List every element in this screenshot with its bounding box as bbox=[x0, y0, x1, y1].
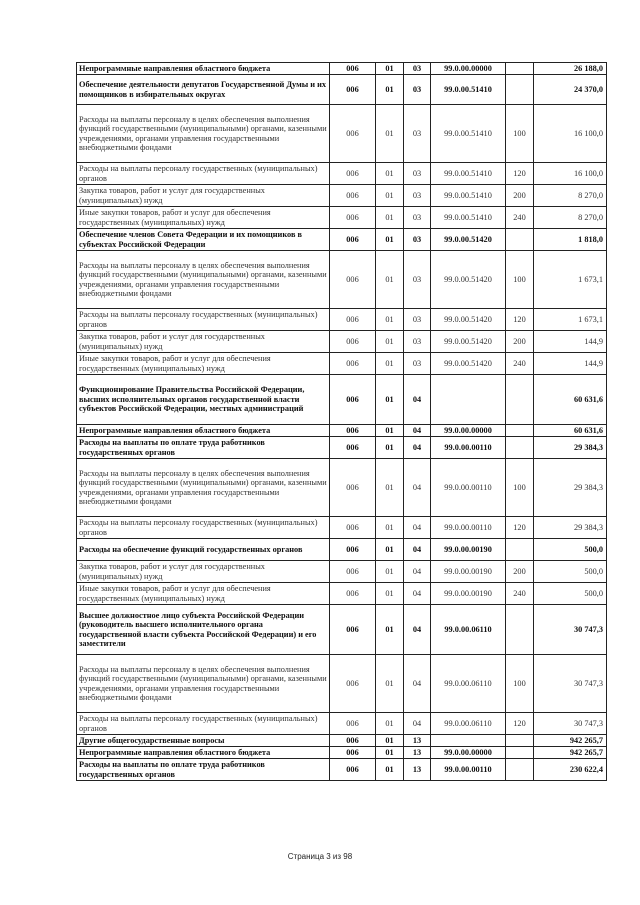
table-body bbox=[77, 63, 607, 781]
row-csr: 99.0.00.00110 bbox=[431, 459, 506, 517]
row-pr: 03 bbox=[404, 185, 431, 207]
row-pr: 03 bbox=[404, 229, 431, 251]
row-ved: 006 bbox=[330, 309, 376, 331]
row-csr: 99.0.00.00110 bbox=[431, 759, 506, 781]
table-row bbox=[77, 583, 607, 605]
row-rz: 01 bbox=[376, 747, 404, 759]
row-ved: 006 bbox=[330, 583, 376, 605]
row-sum: 8 270,0 bbox=[534, 207, 607, 229]
row-csr: 99.0.00.51410 bbox=[431, 207, 506, 229]
row-name: Расходы на выплаты персоналу государственных (муниципальных) органов bbox=[77, 163, 330, 185]
row-sum: 1 818,0 bbox=[534, 229, 607, 251]
row-vr: 240 bbox=[506, 207, 534, 229]
row-vr: 120 bbox=[506, 517, 534, 539]
table-row bbox=[77, 747, 607, 759]
row-sum: 30 747,3 bbox=[534, 655, 607, 713]
row-csr: 99.0.00.51420 bbox=[431, 229, 506, 251]
row-rz: 01 bbox=[376, 583, 404, 605]
row-sum: 29 384,3 bbox=[534, 459, 607, 517]
row-ved: 006 bbox=[330, 163, 376, 185]
table-row bbox=[77, 251, 607, 309]
row-rz: 01 bbox=[376, 229, 404, 251]
row-rz: 01 bbox=[376, 655, 404, 713]
row-pr: 03 bbox=[404, 207, 431, 229]
row-rz: 01 bbox=[376, 63, 404, 75]
row-pr: 13 bbox=[404, 735, 431, 747]
row-ved: 006 bbox=[330, 105, 376, 163]
row-sum: 24 370,0 bbox=[534, 75, 607, 105]
row-ved: 006 bbox=[330, 517, 376, 539]
row-vr bbox=[506, 375, 534, 425]
row-rz: 01 bbox=[376, 605, 404, 655]
row-ved: 006 bbox=[330, 353, 376, 375]
row-vr: 120 bbox=[506, 163, 534, 185]
row-name: Другие общегосударственные вопросы bbox=[77, 735, 330, 747]
row-rz: 01 bbox=[376, 75, 404, 105]
row-pr: 03 bbox=[404, 163, 431, 185]
row-sum: 1 673,1 bbox=[534, 309, 607, 331]
row-ved: 006 bbox=[330, 735, 376, 747]
row-name: Расходы на выплаты персоналу государственных (муниципальных) органов bbox=[77, 713, 330, 735]
row-csr: 99.0.00.51410 bbox=[431, 75, 506, 105]
row-name: Расходы на выплаты персоналу государственных (муниципальных) органов bbox=[77, 309, 330, 331]
row-name: Функционирование Правительства Российской Федерации, высших исполнительных органов государственной власти субъектов Российской Федерации, местных администраций bbox=[77, 375, 330, 425]
row-ved: 006 bbox=[330, 759, 376, 781]
row-csr: 99.0.00.00110 bbox=[431, 517, 506, 539]
table-row bbox=[77, 713, 607, 735]
row-vr bbox=[506, 437, 534, 459]
row-vr: 120 bbox=[506, 309, 534, 331]
row-csr bbox=[431, 375, 506, 425]
row-csr: 99.0.00.00000 bbox=[431, 425, 506, 437]
row-sum: 144,9 bbox=[534, 353, 607, 375]
row-csr: 99.0.00.51410 bbox=[431, 163, 506, 185]
table-row bbox=[77, 331, 607, 353]
row-ved: 006 bbox=[330, 561, 376, 583]
row-sum: 144,9 bbox=[534, 331, 607, 353]
row-name: Непрограммные направления областного бюджета bbox=[77, 747, 330, 759]
row-pr: 03 bbox=[404, 105, 431, 163]
row-pr: 04 bbox=[404, 561, 431, 583]
row-sum: 500,0 bbox=[534, 561, 607, 583]
row-vr: 240 bbox=[506, 583, 534, 605]
row-rz: 01 bbox=[376, 459, 404, 517]
row-pr: 04 bbox=[404, 713, 431, 735]
row-sum: 942 265,7 bbox=[534, 735, 607, 747]
row-csr: 99.0.00.00190 bbox=[431, 561, 506, 583]
row-vr: 200 bbox=[506, 185, 534, 207]
row-pr: 13 bbox=[404, 747, 431, 759]
row-sum: 16 100,0 bbox=[534, 163, 607, 185]
row-name: Расходы на выплаты персоналу государственных (муниципальных) органов bbox=[77, 517, 330, 539]
row-vr: 200 bbox=[506, 561, 534, 583]
table-row bbox=[77, 735, 607, 747]
row-ved: 006 bbox=[330, 251, 376, 309]
row-rz: 01 bbox=[376, 353, 404, 375]
row-name: Высшее должностное лицо субъекта Российской Федерации (руководитель высшего исполнительного органа государственной власти субъекта Российской Федерации) и его заместители bbox=[77, 605, 330, 655]
row-ved: 006 bbox=[330, 605, 376, 655]
row-vr bbox=[506, 539, 534, 561]
row-sum: 500,0 bbox=[534, 539, 607, 561]
table-row bbox=[77, 163, 607, 185]
row-sum: 16 100,0 bbox=[534, 105, 607, 163]
row-vr: 200 bbox=[506, 331, 534, 353]
row-name: Иные закупки товаров, работ и услуг для обеспечения государственных (муниципальных) нужд bbox=[77, 207, 330, 229]
row-name: Расходы на обеспечение функций государственных органов bbox=[77, 539, 330, 561]
table-row bbox=[77, 375, 607, 425]
row-pr: 04 bbox=[404, 375, 431, 425]
row-csr: 99.0.00.00000 bbox=[431, 63, 506, 75]
table-row bbox=[77, 75, 607, 105]
row-sum: 60 631,6 bbox=[534, 375, 607, 425]
row-vr: 100 bbox=[506, 105, 534, 163]
row-csr: 99.0.00.00190 bbox=[431, 539, 506, 561]
row-rz: 01 bbox=[376, 425, 404, 437]
table-row bbox=[77, 425, 607, 437]
row-name: Иные закупки товаров, работ и услуг для обеспечения государственных (муниципальных) нужд bbox=[77, 583, 330, 605]
row-ved: 006 bbox=[330, 375, 376, 425]
row-vr bbox=[506, 425, 534, 437]
row-rz: 01 bbox=[376, 251, 404, 309]
row-sum: 29 384,3 bbox=[534, 517, 607, 539]
table-row bbox=[77, 229, 607, 251]
row-sum: 60 631,6 bbox=[534, 425, 607, 437]
table-row bbox=[77, 759, 607, 781]
row-rz: 01 bbox=[376, 207, 404, 229]
row-name: Расходы на выплаты персоналу в целях обеспечения выполнения функций государственными (муниципальными) органами, казенными учреждениями, органами управления государственными внебюджетными фондами bbox=[77, 655, 330, 713]
row-rz: 01 bbox=[376, 713, 404, 735]
row-name: Закупка товаров, работ и услуг для государственных (муниципальных) нужд bbox=[77, 185, 330, 207]
row-vr bbox=[506, 63, 534, 75]
table-row bbox=[77, 105, 607, 163]
table-row bbox=[77, 309, 607, 331]
row-ved: 006 bbox=[330, 713, 376, 735]
row-pr: 04 bbox=[404, 459, 431, 517]
row-ved: 006 bbox=[330, 747, 376, 759]
row-rz: 01 bbox=[376, 517, 404, 539]
row-rz: 01 bbox=[376, 105, 404, 163]
row-name: Расходы на выплаты персоналу в целях обеспечения выполнения функций государственными (муниципальными) органами, казенными учреждениями, органами управления государственными внебюджетными фондами bbox=[77, 251, 330, 309]
row-csr: 99.0.00.00190 bbox=[431, 583, 506, 605]
row-ved: 006 bbox=[330, 425, 376, 437]
row-csr: 99.0.00.06110 bbox=[431, 605, 506, 655]
row-sum: 26 188,0 bbox=[534, 63, 607, 75]
row-ved: 006 bbox=[330, 63, 376, 75]
row-rz: 01 bbox=[376, 309, 404, 331]
table-row bbox=[77, 605, 607, 655]
row-csr bbox=[431, 735, 506, 747]
row-csr: 99.0.00.51410 bbox=[431, 185, 506, 207]
row-csr: 99.0.00.51420 bbox=[431, 331, 506, 353]
row-pr: 03 bbox=[404, 63, 431, 75]
row-vr bbox=[506, 759, 534, 781]
row-rz: 01 bbox=[376, 437, 404, 459]
row-ved: 006 bbox=[330, 75, 376, 105]
row-pr: 04 bbox=[404, 539, 431, 561]
row-name: Закупка товаров, работ и услуг для государственных (муниципальных) нужд bbox=[77, 561, 330, 583]
table-row bbox=[77, 63, 607, 75]
row-ved: 006 bbox=[330, 437, 376, 459]
table-row bbox=[77, 655, 607, 713]
row-rz: 01 bbox=[376, 735, 404, 747]
row-name: Обеспечение членов Совета Федерации и их помощников в субъектах Российской Федерации bbox=[77, 229, 330, 251]
row-rz: 01 bbox=[376, 561, 404, 583]
row-ved: 006 bbox=[330, 185, 376, 207]
table-row bbox=[77, 517, 607, 539]
row-vr bbox=[506, 735, 534, 747]
row-rz: 01 bbox=[376, 185, 404, 207]
row-csr: 99.0.00.00000 bbox=[431, 747, 506, 759]
row-vr bbox=[506, 75, 534, 105]
row-name: Расходы на выплаты персоналу в целях обеспечения выполнения функций государственными (муниципальными) органами, казенными учреждениями, органами управления государственными внебюджетными фондами bbox=[77, 105, 330, 163]
row-ved: 006 bbox=[330, 229, 376, 251]
row-pr: 03 bbox=[404, 75, 431, 105]
row-sum: 30 747,3 bbox=[534, 713, 607, 735]
row-rz: 01 bbox=[376, 163, 404, 185]
page-footer: Страница 3 из 98 bbox=[287, 852, 353, 861]
row-ved: 006 bbox=[330, 207, 376, 229]
row-csr: 99.0.00.06110 bbox=[431, 713, 506, 735]
table-row bbox=[77, 185, 607, 207]
row-name: Непрограммные направления областного бюджета bbox=[77, 63, 330, 75]
row-csr: 99.0.00.51410 bbox=[431, 105, 506, 163]
row-name: Иные закупки товаров, работ и услуг для обеспечения государственных (муниципальных) нужд bbox=[77, 353, 330, 375]
row-sum: 1 673,1 bbox=[534, 251, 607, 309]
row-csr: 99.0.00.00110 bbox=[431, 437, 506, 459]
row-name: Расходы на выплаты по оплате труда работников государственных органов bbox=[77, 437, 330, 459]
row-vr bbox=[506, 229, 534, 251]
table-row bbox=[77, 459, 607, 517]
table-row bbox=[77, 207, 607, 229]
row-ved: 006 bbox=[330, 655, 376, 713]
row-pr: 03 bbox=[404, 251, 431, 309]
row-sum: 230 622,4 bbox=[534, 759, 607, 781]
table-row bbox=[77, 437, 607, 459]
row-vr: 240 bbox=[506, 353, 534, 375]
row-vr: 120 bbox=[506, 713, 534, 735]
table-row bbox=[77, 561, 607, 583]
row-sum: 8 270,0 bbox=[534, 185, 607, 207]
row-pr: 13 bbox=[404, 759, 431, 781]
row-ved: 006 bbox=[330, 459, 376, 517]
row-csr: 99.0.00.06110 bbox=[431, 655, 506, 713]
row-sum: 942 265,7 bbox=[534, 747, 607, 759]
row-csr: 99.0.00.51420 bbox=[431, 353, 506, 375]
row-vr: 100 bbox=[506, 459, 534, 517]
row-pr: 04 bbox=[404, 517, 431, 539]
row-sum: 30 747,3 bbox=[534, 605, 607, 655]
row-vr bbox=[506, 605, 534, 655]
row-pr: 03 bbox=[404, 309, 431, 331]
row-vr: 100 bbox=[506, 655, 534, 713]
table-row bbox=[77, 539, 607, 561]
row-sum: 29 384,3 bbox=[534, 437, 607, 459]
row-ved: 006 bbox=[330, 539, 376, 561]
row-rz: 01 bbox=[376, 759, 404, 781]
row-name: Расходы на выплаты по оплате труда работников государственных органов bbox=[77, 759, 330, 781]
row-pr: 04 bbox=[404, 425, 431, 437]
row-rz: 01 bbox=[376, 331, 404, 353]
row-vr: 100 bbox=[506, 251, 534, 309]
row-pr: 04 bbox=[404, 605, 431, 655]
row-pr: 04 bbox=[404, 655, 431, 713]
budget-table bbox=[76, 62, 607, 781]
row-rz: 01 bbox=[376, 375, 404, 425]
row-rz: 01 bbox=[376, 539, 404, 561]
row-pr: 04 bbox=[404, 583, 431, 605]
row-name: Непрограммные направления областного бюджета bbox=[77, 425, 330, 437]
table-row bbox=[77, 353, 607, 375]
row-csr: 99.0.00.51420 bbox=[431, 251, 506, 309]
row-name: Обеспечение деятельности депутатов Государственной Думы и их помощников в избирательных округах bbox=[77, 75, 330, 105]
row-pr: 03 bbox=[404, 353, 431, 375]
row-pr: 03 bbox=[404, 331, 431, 353]
row-sum: 500,0 bbox=[534, 583, 607, 605]
row-pr: 04 bbox=[404, 437, 431, 459]
row-ved: 006 bbox=[330, 331, 376, 353]
row-name: Закупка товаров, работ и услуг для государственных (муниципальных) нужд bbox=[77, 331, 330, 353]
row-name: Расходы на выплаты персоналу в целях обеспечения выполнения функций государственными (муниципальными) органами, казенными учреждениями, органами управления государственными внебюджетными фондами bbox=[77, 459, 330, 517]
row-csr: 99.0.00.51420 bbox=[431, 309, 506, 331]
row-vr bbox=[506, 747, 534, 759]
